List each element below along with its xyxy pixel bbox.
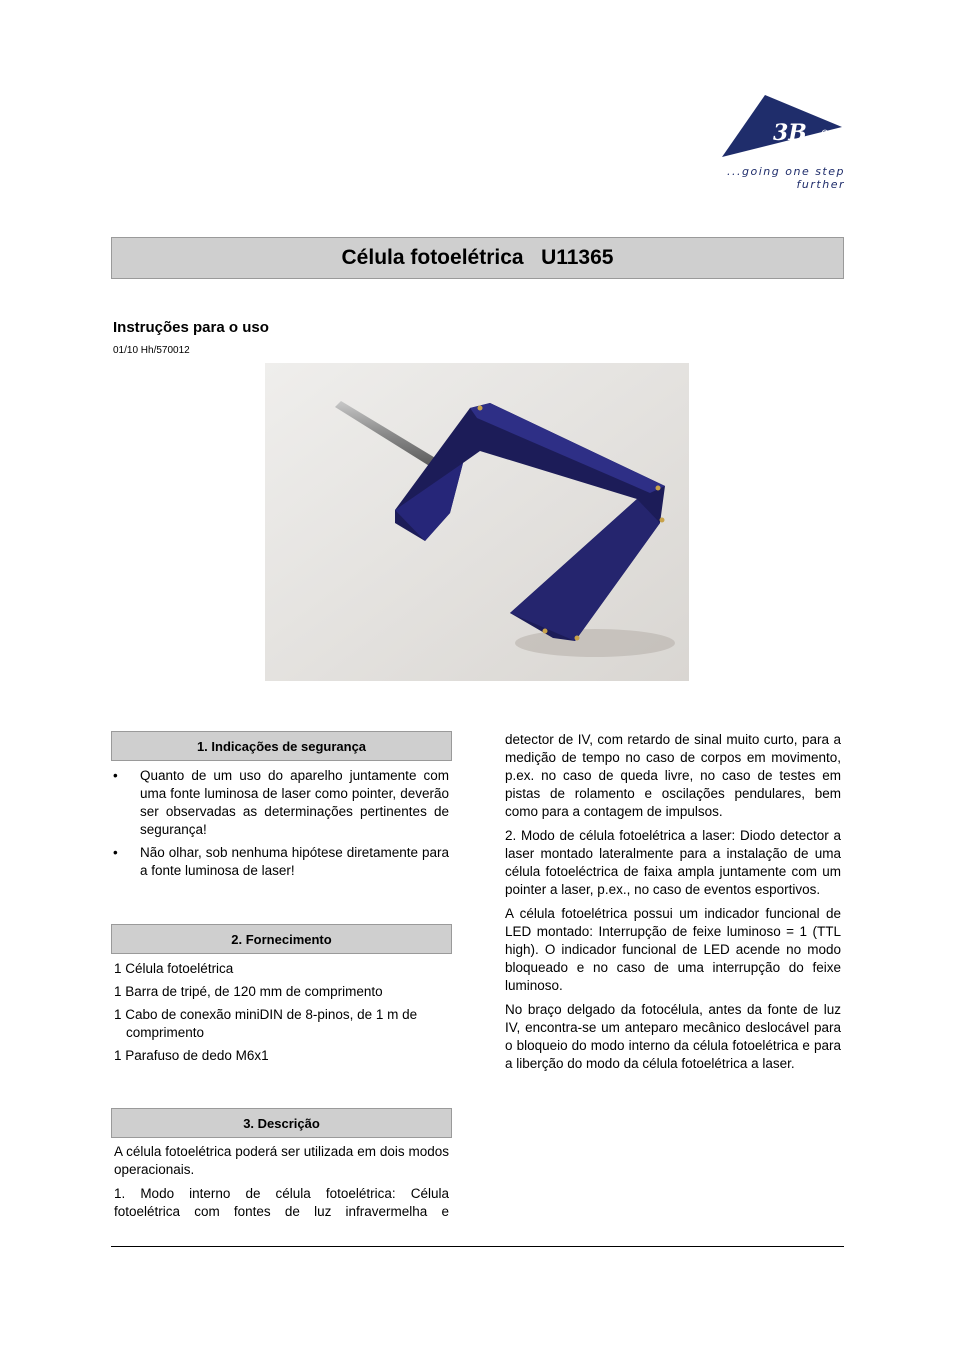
safety-list	[111, 767, 452, 880]
instructions-heading: Instruções para o uso	[113, 319, 269, 336]
logo-mark: 3B	[773, 120, 807, 146]
left-column	[111, 731, 452, 885]
supply-item: 1 Célula fotoelétrica	[114, 961, 234, 976]
supply-list	[111, 960, 452, 1065]
logo-tagline: ...going one step further	[727, 165, 845, 191]
supply-item: 1 Parafuso de dedo M6x1	[114, 1048, 269, 1063]
section-heading-safety: 1. Indicações de segurança	[111, 731, 452, 761]
right-column	[505, 731, 841, 1079]
photo-cell-image	[265, 363, 689, 681]
description-section	[111, 1108, 452, 1227]
body-paragraph: detector de IV, com retardo de sinal muito curto, para a medição de tempo no caso de corpos em movimento, p.ex. no caso de queda livre, no caso de testes em pistas de rolamento e oscilações pendulares, bem como para a contagem de impulsos.	[505, 732, 841, 819]
document-title: Célula fotoelétrica U11365	[341, 246, 614, 269]
body-paragraph: No braço delgado da fotocélula, antes da fonte de luz IV, encontra-se um anteparo mecânico deslocável para o bloqueio do modo interno da célula fotoelétrica e para a liberção do modo da célula fotoelétrica a laser.	[505, 1002, 841, 1071]
brand-logo	[675, 95, 845, 191]
supply-item: 1 Barra de tripé, de 120 mm de comprimento	[114, 984, 383, 999]
supply-item: 1 Cabo de conexão miniDIN de 8-pinos, de 1 m de comprimento	[114, 1007, 418, 1040]
description-paragraph: 1. Modo interno de célula fotoelétrica: Célula fotoelétrica com fontes de luz infravermelha e	[114, 1186, 449, 1219]
safety-item: • Quanto de um uso do aparelho juntamente com uma fonte luminosa de laser como pointer, deverão ser observadas as determinações pertinentes de segurança!	[111, 767, 449, 839]
safety-item: • Não olhar, sob nenhuma hipótese diretamente para a fonte luminosa de laser!	[111, 844, 449, 880]
pyramid-logo-icon	[675, 95, 845, 165]
footer-divider	[111, 1246, 844, 1247]
body-paragraph: A célula fotoelétrica possui um indicador funcional de LED montado: Interrupção de feixe luminoso = 1 (TTL high). O indicador funcional de LED acende no modo bloqueado e no caso de uma interrupção do feixe luminoso.	[505, 906, 841, 993]
section-heading-supply: 2. Fornecimento	[111, 924, 452, 954]
supply-section	[111, 924, 452, 1070]
document-title-bar	[111, 237, 844, 279]
document-reference: 01/10 Hh/570012	[113, 345, 190, 356]
body-paragraph: 2. Modo de célula fotoelétrica a laser: Diodo detector a laser montado lateralmente para a instalação de uma célula fotoeléctrica de faixa ampla juntamente com um pointer a laser, p.ex., no caso de eventos esportivos.	[505, 828, 841, 897]
description-paragraph: A célula fotoelétrica poderá ser utilizada em dois modos operacionais.	[114, 1144, 449, 1177]
product-photo	[265, 363, 689, 681]
section-heading-description: 3. Descrição	[111, 1108, 452, 1138]
